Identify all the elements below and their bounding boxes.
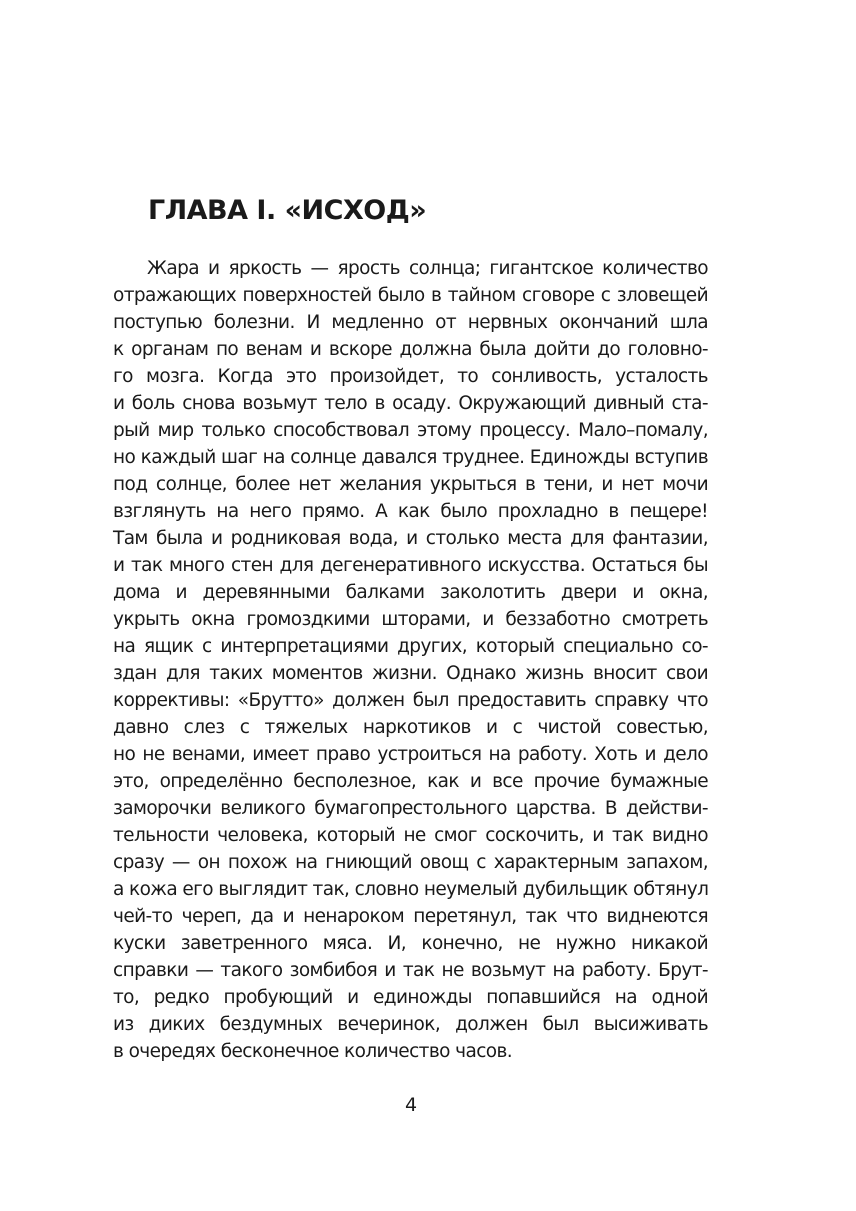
paragraph-line: коррективы: «Брутто» должен был предоставить справку что <box>113 690 708 711</box>
chapter-paragraph <box>113 255 708 1065</box>
paragraph-line: справки — такого зомбибоя и так не возьмут на работу. Брут- <box>113 960 708 981</box>
paragraph-line: дома и деревянными балками заколотить двери и окна, <box>113 582 708 603</box>
paragraph-line: взглянуть на него прямо. А как было прохладно в пещере! <box>113 501 708 522</box>
paragraph-line: здан для таких моментов жизни. Однако жизнь вносит свои <box>113 663 708 684</box>
paragraph-line: заморочки великого бумагопрестольного царства. В действи- <box>113 798 708 819</box>
paragraph-line: тельности человека, который не смог соскочить, и так видно <box>113 825 708 846</box>
paragraph-line: под солнце, более нет желания укрыться в тени, и нет мочи <box>113 474 708 495</box>
paragraph-line: но каждый шаг на солнце давался труднее. Единожды вступив <box>113 447 708 468</box>
paragraph-line: и так много стен для дегенеративного искусства. Остаться бы <box>113 555 708 576</box>
paragraph-line: из диких бездумных вечеринок, должен был высиживать <box>113 1014 708 1035</box>
paragraph-line: а кожа его выглядит так, словно неумелый дубильщик обтянул <box>113 879 709 900</box>
paragraph-line: сразу — он похож на гниющий овощ с характерным запахом, <box>113 852 708 873</box>
paragraph-line: поступью болезни. И медленно от нервных окончаний шла <box>113 312 708 333</box>
paragraph-line: это, определённо бесполезное, как и все прочие бумажные <box>113 771 708 792</box>
paragraph-line: рый мир только способствовал этому процессу. Мало–помалу, <box>113 420 708 441</box>
paragraph-line: но не венами, имеет право устроиться на работу. Хоть и дело <box>113 744 708 765</box>
chapter-title: ГЛАВА I. «ИСХОД» <box>148 195 427 226</box>
paragraph-line: Там была и родниковая вода, и столько места для фантазии, <box>113 528 708 549</box>
page-number: 4 <box>404 1094 418 1116</box>
paragraph-line: отражающих поверхностей было в тайном сговоре с зловещей <box>113 285 708 306</box>
paragraph-line: и боль снова возьмут тело в осаду. Окружающий дивный ста- <box>113 393 708 414</box>
paragraph-line: то, редко пробующий и единожды попавшийся на одной <box>113 987 708 1008</box>
paragraph-line: Жара и яркость — ярость солнца; гигантское количество <box>147 258 708 279</box>
paragraph-line: укрыть окна громоздкими шторами, и беззаботно смотреть <box>113 609 708 630</box>
paragraph-line: в очередях бесконечное количество часов. <box>113 1041 513 1062</box>
paragraph-line: к органам по венам и вскоре должна была дойти до головно- <box>113 339 708 360</box>
paragraph-line: чей-то череп, да и ненароком перетянул, так что виднеются <box>113 906 708 927</box>
paragraph-line: на ящик с интерпретациями других, который специально со- <box>113 636 708 657</box>
paragraph-line: давно слез с тяжелых наркотиков и с чистой совестью, <box>113 717 708 738</box>
paragraph-line: го мозга. Когда это произойдет, то сонливость, усталость <box>113 366 708 387</box>
paragraph-line: куски заветренного мяса. И, конечно, не нужно никакой <box>113 933 708 954</box>
